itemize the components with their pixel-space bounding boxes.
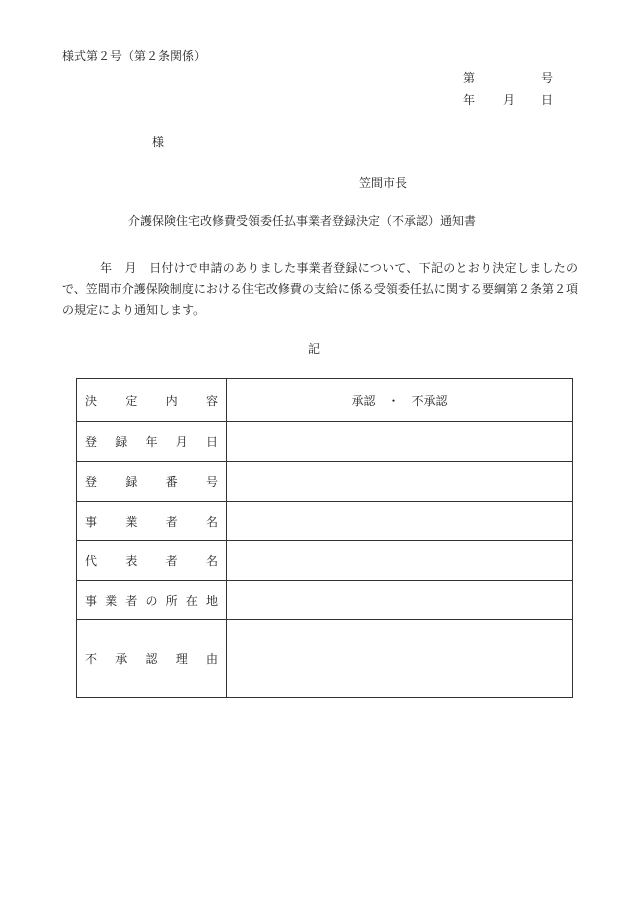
business-name-label: 事業者名 xyxy=(77,502,227,541)
registration-date-value xyxy=(227,422,573,462)
date-month-label: 月 xyxy=(503,93,516,107)
representative-name-value xyxy=(227,541,573,581)
addressee-suffix: 様 xyxy=(152,135,165,149)
business-address-label: 事業者の所在地 xyxy=(77,581,227,620)
ki-heading: 記 xyxy=(308,342,321,356)
form-label: 様式第２号（第２条関係） xyxy=(62,49,207,63)
document-number-prefix: 第 xyxy=(463,71,476,85)
decision-label: 決定内容 xyxy=(77,379,227,422)
option-separator: ・ xyxy=(387,393,400,408)
table-row xyxy=(77,379,573,422)
rejection-reason-value xyxy=(227,620,573,698)
approved-option: 承認 xyxy=(351,393,376,408)
document-title: 介護保険住宅改修費受領委任払事業者登録決定（不承認）通知書 xyxy=(128,214,477,228)
representative-name-label: 代表者名 xyxy=(77,541,227,581)
registration-date-label: 登録年月日 xyxy=(77,422,227,462)
decision-value xyxy=(227,379,573,422)
not-approved-option: 不承認 xyxy=(411,393,448,408)
document-number-suffix: 号 xyxy=(541,71,554,85)
business-address-value xyxy=(227,581,573,620)
table-row xyxy=(77,620,573,698)
date-day-label: 日 xyxy=(541,93,554,107)
registration-number-label: 登録番号 xyxy=(77,462,227,502)
registration-number-value xyxy=(227,462,573,502)
table-row xyxy=(77,422,573,462)
notice-table xyxy=(76,378,573,698)
table-row xyxy=(77,502,573,541)
body-text: 年 月 日付けで申請のありました事業者登録について、下記のとおり決定しましたので、笠間市介護保険制度における住宅改修費の支給に係る受領委任払に関する要綱第２条第２項の規定により通知します。 xyxy=(62,261,578,317)
table-row xyxy=(77,581,573,620)
table-row xyxy=(77,541,573,581)
business-name-value xyxy=(227,502,573,541)
rejection-reason-label: 不承認理由 xyxy=(77,620,227,698)
issuer-name: 笠間市長 xyxy=(359,176,408,190)
date-year-label: 年 xyxy=(463,93,476,107)
table-row xyxy=(77,462,573,502)
